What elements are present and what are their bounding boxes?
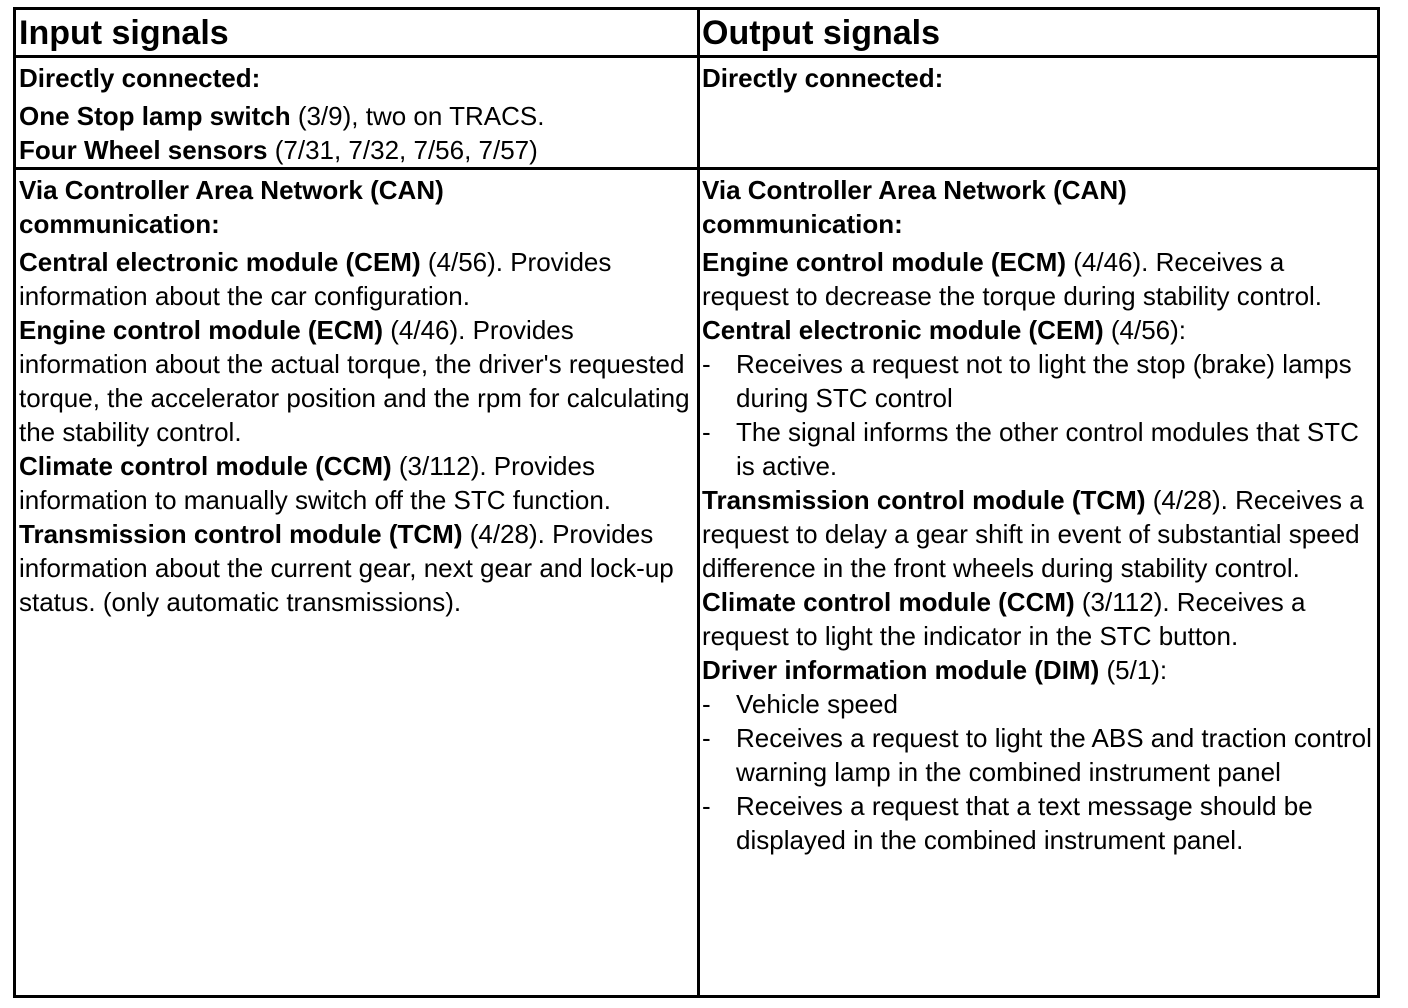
direct-divider xyxy=(16,167,1377,170)
output-can-cell xyxy=(702,173,1378,857)
output-can-item-cem: Central electronic module (CEM) (4/56): xyxy=(702,315,1186,345)
output-can-item-ccm: Climate control module (CCM) (3/112). Receives a request to light the indicator in the STC button. xyxy=(702,587,1306,651)
output-can-item-dim: Driver information module (DIM) (5/1): xyxy=(702,655,1168,685)
output-can-item-ecm: Engine control module (ECM) (4/46). Receives a request to decrease the torque during stability control. xyxy=(702,247,1323,311)
list-item: - Receives a request that a text message should be displayed in the combined instrument panel. xyxy=(702,791,1313,855)
input-can-item-ecm: Engine control module (ECM) (4/46). Provides information about the actual torque, the driver's requested torque, the accelerator position and the rpm for calculating the stability control. xyxy=(19,315,690,447)
list-item: - Vehicle speed xyxy=(702,689,898,719)
output-can-heading: Via Controller Area Network (CAN) communication: xyxy=(702,175,1127,239)
column-divider xyxy=(697,10,700,995)
header-divider xyxy=(16,55,1377,58)
input-can-item-cem: Central electronic module (CEM) (4/56). Provides information about the car configuration. xyxy=(19,247,612,311)
input-signals-heading: Input signals xyxy=(19,14,229,52)
output-signals-heading: Output signals xyxy=(702,14,940,52)
output-direct-heading: Directly connected: xyxy=(702,63,944,93)
input-can-heading: Via Controller Area Network (CAN) communication: xyxy=(19,175,444,239)
list-item: - The signal informs the other control modules that STC is active. xyxy=(702,417,1359,481)
input-can-cell xyxy=(19,173,695,619)
input-direct-item: Four Wheel sensors (7/31, 7/32, 7/56, 7/57) xyxy=(19,135,538,165)
list-item: - Receives a request not to light the stop (brake) lamps during STC control xyxy=(702,349,1352,413)
input-can-item-tcm: Transmission control module (TCM) (4/28). Provides information about the current gear, next gear and lock-up status. (only automatic transmissions). xyxy=(19,519,674,617)
input-direct-heading: Directly connected: xyxy=(19,63,261,93)
input-direct-cell xyxy=(19,61,693,167)
list-item: - Receives a request to light the ABS and traction control warning lamp in the combined instrument panel xyxy=(702,723,1372,787)
input-direct-item: One Stop lamp switch (3/9), two on TRACS. xyxy=(19,101,545,131)
output-can-item-tcm: Transmission control module (TCM) (4/28). Receives a request to delay a gear shift in event of substantial speed difference in the front wheels during stability control. xyxy=(702,485,1364,583)
output-direct-cell xyxy=(702,61,1376,95)
signals-table xyxy=(13,7,1380,998)
input-can-item-ccm: Climate control module (CCM) (3/112). Provides information to manually switch off the STC function. xyxy=(19,451,612,515)
